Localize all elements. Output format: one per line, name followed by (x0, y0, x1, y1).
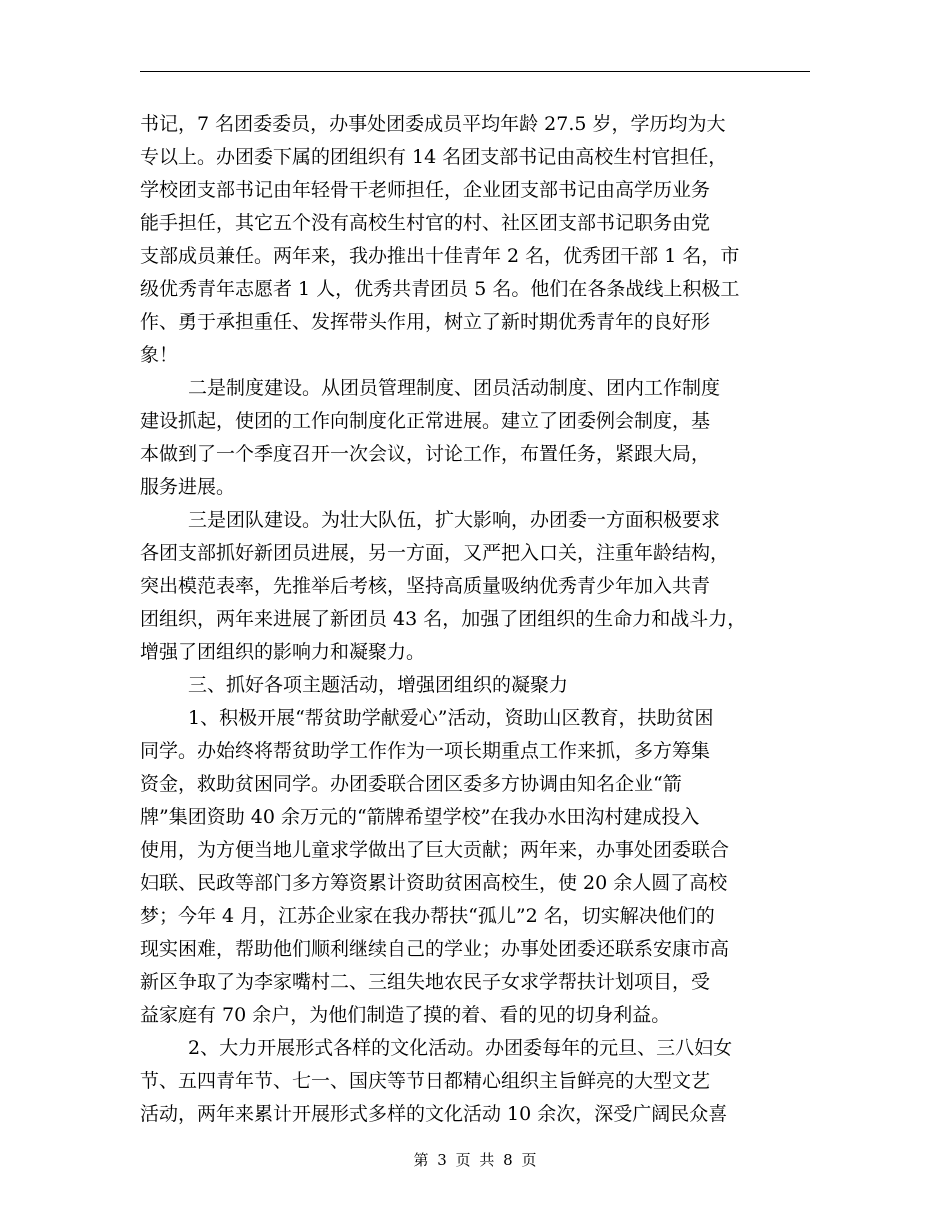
document-body (140, 108, 808, 1131)
header-divider (140, 71, 810, 72)
paragraph-start-line: 二是制度建设。从团员管理制度、团员活动制度、团内工作制度 (188, 377, 721, 399)
text-line: 活动，两年来累计开展形式多样的文化活动 10 余次，深受广阔民众喜 (140, 1103, 728, 1125)
text-line: 资金，救助贫困同学。办团委联合团区委多方协调由知名企业“箭 (140, 773, 682, 795)
text-line: 使用，为方便当地儿童求学做出了巨大贡献；两年来，办事处团委联合 (140, 839, 730, 861)
paragraph-start-line: 2、大力开展形式各样的文化活动。办团委每年的元旦、三八妇女 (188, 1037, 733, 1059)
text-line: 现实困难，帮助他们顺利继续自己的学业；办事处团委还联系安康市高 (140, 938, 730, 960)
text-line: 团组织，两年来进展了新团员 43 名，加强了团组织的生命力和战斗力， (140, 608, 747, 630)
section-heading: 三、抓好各项主题活动，增强团组织的凝聚力 (188, 674, 569, 696)
text-line: 专以上。办团委下属的团组织有 14 名团支部书记由高校生村官担任， (140, 146, 728, 168)
text-line: 增强了团组织的影响力和凝聚力。 (140, 641, 426, 663)
paragraph-start-line: 三是团队建设。为壮大队伍，扩大影响，办团委一方面积极要求 (188, 509, 721, 531)
text-line: 突出模范表率，先推举后考核，坚持高质量吸纳优秀青少年加入共青 (140, 575, 711, 597)
text-line: 梦；今年 4 月，江苏企业家在我办帮扶“孤儿”2 名，切实解决他们的 (140, 905, 715, 927)
text-line: 能手担任，其它五个没有高校生村官的村、社区团支部书记职务由党 (140, 212, 711, 234)
paragraph-start-line: 1、积极开展“帮贫助学献爱心”活动，资助山区教育，扶助贫困 (188, 707, 714, 729)
text-line: 建设抓起，使团的工作向制度化正常进展。建立了团委例会制度，基 (140, 410, 711, 432)
text-line: 支部成员兼任。两年来，我办推出十佳青年 2 名，优秀团干部 1 名，市 (140, 245, 740, 267)
text-line: 象！ (140, 344, 179, 366)
text-line: 节、五四青年节、七一、国庆等节日都精心组织主旨鲜亮的大型文艺 (140, 1070, 711, 1092)
text-line: 牌”集团资助 40 余万元的“箭牌希望学校”在我办水田沟村建成投入 (140, 806, 700, 828)
text-line: 级优秀青年志愿者 1 人，优秀共青团员 5 名。他们在各条战线上积极工 (140, 278, 740, 300)
text-line: 学校团支部书记由年轻骨干老师担任，企业团支部书记由高学历业务 (140, 179, 711, 201)
text-line: 益家庭有 70 余户，为他们制造了摸的着、看的见的切身利益。 (140, 1004, 671, 1026)
text-line: 服务进展。 (140, 476, 236, 498)
text-line: 同学。办始终将帮贫助学工作作为一项长期重点工作来抓，多方筹集 (140, 740, 711, 762)
text-line: 本做到了一个季度召开一次会议，讨论工作，布置任务，紧跟大局， (140, 443, 711, 465)
text-line: 妇联、民政等部门多方筹资累计资助贫困高校生，使 20 余人圆了高校 (140, 872, 728, 894)
text-line: 各团支部抓好新团员进展，另一方面，又严把入口关，注重年龄结构， (140, 542, 730, 564)
page-number-footer: 第 3 页 共 8 页 (413, 1151, 537, 1169)
text-line: 作、勇于承担重任、发挥带头作用，树立了新时期优秀青年的良好形 (140, 311, 711, 333)
text-line: 书记，7 名团委委员，办事处团委成员平均年龄 27.5 岁，学历均为大 (140, 113, 726, 135)
text-line: 新区争取了为李家嘴村二、三组失地农民子女求学帮扶计划项目，受 (140, 971, 711, 993)
